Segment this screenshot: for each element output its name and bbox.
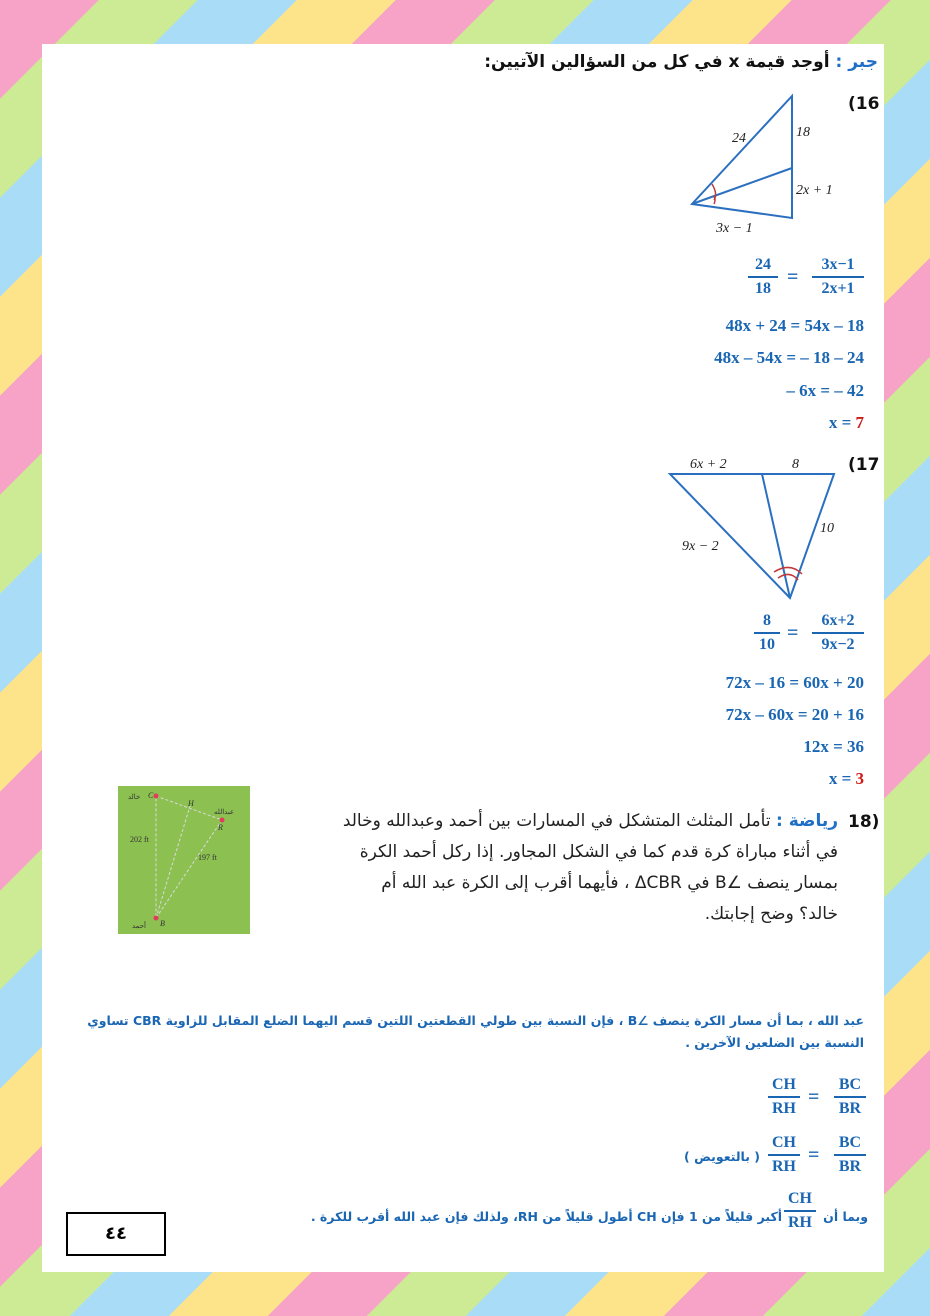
answer-fraction-1-right — [834, 1076, 866, 1118]
question-18-tag: رياضة : — [775, 811, 838, 831]
label-17-d: 9x − 2 — [682, 539, 719, 554]
header-instruction: أوجد قيمة x في كل من السؤالين الآتيين: — [484, 52, 830, 72]
label-16-b: 18 — [796, 125, 810, 140]
label-197ft: 197 ft — [198, 853, 217, 862]
conclusion-start: وبما أن — [823, 1209, 868, 1224]
label-16-d: 3x − 1 — [716, 221, 753, 236]
fraction-17-right — [812, 612, 864, 654]
label-abdullah: عبدالله — [214, 808, 235, 816]
numerator: 24 — [748, 256, 778, 278]
triangle-figure-17 — [664, 450, 850, 610]
label-h: H — [188, 799, 194, 808]
numerator: BC — [834, 1076, 866, 1098]
label-17-c: 10 — [820, 521, 834, 536]
label-b: B — [160, 919, 165, 928]
numerator: BC — [834, 1134, 866, 1156]
equation-16-step-3: – 6x = – 42 — [786, 381, 864, 400]
label-16-c: 2x + 1 — [796, 183, 833, 198]
soccer-field-figure — [118, 786, 250, 934]
fraction-16-left — [748, 256, 778, 298]
label-r: R — [218, 823, 223, 832]
triangle-figure-16 — [680, 88, 850, 238]
denominator: RH — [772, 1158, 796, 1175]
denominator: 10 — [759, 636, 775, 653]
answer-paragraph: عبد الله ، بما أن مسار الكرة ينصف ∠B ، فإن النسبة بين طولي القطعتين اللتين قسم اليهما الضلع المقابل للزاوية CBR تساوي النسبة بين الضلعين الآخرين . — [87, 1013, 864, 1050]
answer-fraction-2-right — [834, 1134, 866, 1176]
equation-17-step-2: 72x – 60x = 20 + 16 — [725, 705, 864, 724]
equation-17-result — [829, 769, 864, 789]
question-number-18: 18) — [848, 812, 880, 832]
substitution-note: ( بالتعويض ) — [684, 1149, 760, 1164]
numerator: CH — [768, 1134, 800, 1156]
denominator: 9x−2 — [821, 636, 855, 653]
label-khaled: خالد — [128, 793, 141, 801]
equation-17-step-1: 72x – 16 = 60x + 20 — [725, 673, 864, 692]
numerator: CH — [768, 1076, 800, 1098]
numerator: 3x−1 — [812, 256, 864, 278]
result-value: 7 — [855, 413, 864, 432]
result-variable: x = — [828, 769, 852, 788]
fraction-16-right — [812, 256, 864, 298]
denominator: BR — [838, 1158, 862, 1175]
label-ahmed: أحمد — [132, 922, 146, 930]
answer-fraction-2-left — [768, 1134, 800, 1176]
label-17-a: 6x + 2 — [690, 457, 727, 472]
denominator: 2x+1 — [821, 280, 855, 297]
result-value: 3 — [855, 769, 864, 788]
result-variable: x = — [828, 413, 852, 432]
question-18-body: تأمل المثلث المتشكل في المسارات بين أحمد وعبدالله وخالد في أثناء مباراة كرة قدم كما في الشكل المجاور. إذا ركل أحمد الكرة بمسار ينصف ∠B في ΔCBR ، فأيهما أقرب إلى الكرة عبد الله أم خالد؟ وضح إجابتك. — [342, 811, 838, 924]
equals-sign: = — [808, 1086, 820, 1108]
question-18-text — [340, 806, 838, 930]
equals-sign: = — [787, 266, 799, 288]
question-number-16: (16 — [848, 94, 880, 114]
label-16-a: 24 — [732, 131, 746, 146]
conclusion-fraction — [784, 1190, 816, 1232]
equation-17-step-3: 12x = 36 — [803, 737, 864, 756]
label-17-b: 8 — [792, 457, 799, 472]
header-tag: جبر : — [835, 52, 878, 72]
denominator: RH — [772, 1100, 796, 1117]
fraction-17-left — [754, 612, 780, 654]
numerator: 6x+2 — [812, 612, 864, 634]
equation-16-step-2: 48x – 54x = – 18 – 24 — [714, 348, 864, 367]
denominator: BR — [838, 1100, 862, 1117]
answer-fraction-1-left — [768, 1076, 800, 1118]
denominator: 18 — [755, 280, 771, 297]
page-number: ٤٤ — [66, 1212, 166, 1256]
numerator: CH — [784, 1190, 816, 1212]
equals-sign: = — [808, 1144, 820, 1166]
equals-sign: = — [787, 622, 799, 644]
label-c: C — [148, 791, 154, 800]
label-202ft: 202 ft — [130, 835, 149, 844]
numerator: 8 — [754, 612, 780, 634]
section-header — [358, 52, 878, 72]
question-number-17: (17 — [848, 455, 880, 475]
denominator: RH — [788, 1214, 812, 1231]
equation-16-result — [829, 413, 864, 433]
equation-16-step-1: 48x + 24 = 54x – 18 — [725, 316, 864, 335]
conclusion-text: أكبر قليلاً من 1 فإن CH أطول قليلاً من RH، ولذلك فإن عبد الله أقرب للكرة . — [310, 1209, 782, 1224]
